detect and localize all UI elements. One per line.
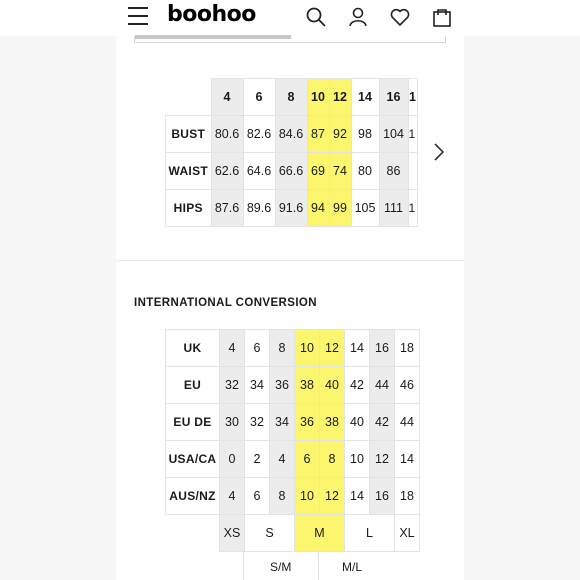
value-cell-clipped (408, 153, 417, 190)
value-cell: 80.6 (211, 116, 243, 153)
value-cell: 89.6 (243, 190, 275, 227)
value-cell-highlighted: 10 (295, 330, 320, 367)
value-cell: 80 (351, 153, 379, 190)
value-cell: 30 (220, 404, 245, 441)
value-cell: 84.6 (275, 116, 307, 153)
value-cell-highlighted: 12 (320, 478, 345, 515)
value-cell: 32 (220, 367, 245, 404)
letter-size-cell: L (345, 515, 395, 552)
value-cell: 2 (245, 441, 270, 478)
row-label: USA/CA (166, 441, 220, 478)
value-cell-highlighted: 69 (307, 153, 329, 190)
section-divider (116, 260, 464, 261)
unit-tab-bar (134, 36, 446, 43)
value-cell: 6 (245, 330, 270, 367)
value-cell-clipped: 1 (408, 190, 417, 227)
site-header (0, 0, 580, 36)
conversion-row-eu (166, 367, 420, 404)
value-cell: 87.6 (211, 190, 243, 227)
letter-size-cell-highlighted: M (295, 515, 345, 552)
conversion-table (165, 329, 420, 552)
value-cell-highlighted: 38 (320, 404, 345, 441)
value-cell: 104 (379, 116, 408, 153)
value-cell: 4 (220, 478, 245, 515)
value-cell: 14 (345, 478, 370, 515)
value-cell: 98 (351, 116, 379, 153)
size-cell-highlighted: 10 (307, 79, 329, 116)
value-cell: 105 (351, 190, 379, 227)
size-cell-clipped: 1 (408, 79, 417, 116)
value-cell-highlighted: 6 (295, 441, 320, 478)
row-label: EU (166, 367, 220, 404)
row-label: UK (166, 330, 220, 367)
wishlist-icon[interactable] (389, 6, 411, 28)
row-label: HIPS (166, 190, 212, 227)
value-cell-highlighted: 92 (329, 116, 351, 153)
value-cell: 10 (345, 441, 370, 478)
value-cell: 44 (370, 367, 395, 404)
value-cell: 91.6 (275, 190, 307, 227)
value-cell: 4 (270, 441, 295, 478)
value-cell: 46 (395, 367, 420, 404)
group-divider (318, 550, 319, 580)
value-cell: 66.6 (275, 153, 307, 190)
waist-row (166, 153, 418, 190)
size-cell: 14 (351, 79, 379, 116)
value-cell: 111 (379, 190, 408, 227)
size-cell: 6 (243, 79, 275, 116)
value-cell-clipped: 1 (408, 116, 417, 153)
value-cell: 44 (395, 404, 420, 441)
value-cell-highlighted: 99 (329, 190, 351, 227)
menu-icon[interactable] (128, 7, 148, 25)
account-icon[interactable] (347, 6, 369, 28)
value-cell-highlighted: 94 (307, 190, 329, 227)
value-cell: 0 (220, 441, 245, 478)
value-cell: 34 (270, 404, 295, 441)
value-cell: 14 (395, 441, 420, 478)
corner-cell (166, 79, 212, 116)
size-cell: 8 (275, 79, 307, 116)
row-label: AUS/NZ (166, 478, 220, 515)
value-cell: 4 (220, 330, 245, 367)
value-cell: 16 (370, 330, 395, 367)
size-chart-table (165, 78, 418, 227)
letter-size-cell: XL (395, 515, 420, 552)
value-cell: 34 (245, 367, 270, 404)
value-cell: 18 (395, 330, 420, 367)
search-icon[interactable] (305, 6, 327, 28)
value-cell-highlighted: 38 (295, 367, 320, 404)
row-label: BUST (166, 116, 212, 153)
value-cell-highlighted: 10 (295, 478, 320, 515)
size-cell: 16 (379, 79, 408, 116)
value-cell: 14 (345, 330, 370, 367)
value-cell-highlighted: 12 (320, 330, 345, 367)
letter-size-row (166, 515, 420, 552)
bag-icon[interactable] (431, 6, 453, 28)
value-cell: 18 (395, 478, 420, 515)
row-label: WAIST (166, 153, 212, 190)
value-cell: 40 (345, 404, 370, 441)
value-cell-highlighted: 8 (320, 441, 345, 478)
value-cell-highlighted: 87 (307, 116, 329, 153)
conversion-row-aus-nz (166, 478, 420, 515)
brand-logo[interactable]: boohoo (167, 2, 256, 27)
value-cell: 16 (370, 478, 395, 515)
conversion-row-uk (166, 330, 420, 367)
unit-tab-active[interactable] (135, 35, 291, 39)
value-cell: 82.6 (243, 116, 275, 153)
bust-row (166, 116, 418, 153)
size-cell-highlighted: 12 (329, 79, 351, 116)
group-size-label: M/L (342, 560, 363, 574)
value-cell: 62.6 (211, 153, 243, 190)
value-cell: 8 (270, 330, 295, 367)
value-cell: 32 (245, 404, 270, 441)
size-header-row (166, 79, 418, 116)
size-cell: 4 (211, 79, 243, 116)
group-divider (243, 550, 244, 580)
value-cell: 42 (345, 367, 370, 404)
row-label: EU DE (166, 404, 220, 441)
hips-row (166, 190, 418, 227)
conversion-title: INTERNATIONAL CONVERSION (134, 297, 317, 309)
conversion-row-eu-de (166, 404, 420, 441)
group-size-label: S/M (270, 560, 292, 574)
value-cell-highlighted: 36 (295, 404, 320, 441)
chevron-right-icon[interactable] (432, 142, 446, 162)
value-cell: 6 (245, 478, 270, 515)
value-cell: 86 (379, 153, 408, 190)
letter-size-cell: XS (220, 515, 245, 552)
conversion-row-usa-ca (166, 441, 420, 478)
value-cell: 12 (370, 441, 395, 478)
letter-size-cell: S (245, 515, 295, 552)
value-cell: 42 (370, 404, 395, 441)
value-cell: 64.6 (243, 153, 275, 190)
value-cell: 8 (270, 478, 295, 515)
value-cell-highlighted: 40 (320, 367, 345, 404)
empty-cell (166, 515, 220, 552)
value-cell-highlighted: 74 (329, 153, 351, 190)
value-cell: 36 (270, 367, 295, 404)
